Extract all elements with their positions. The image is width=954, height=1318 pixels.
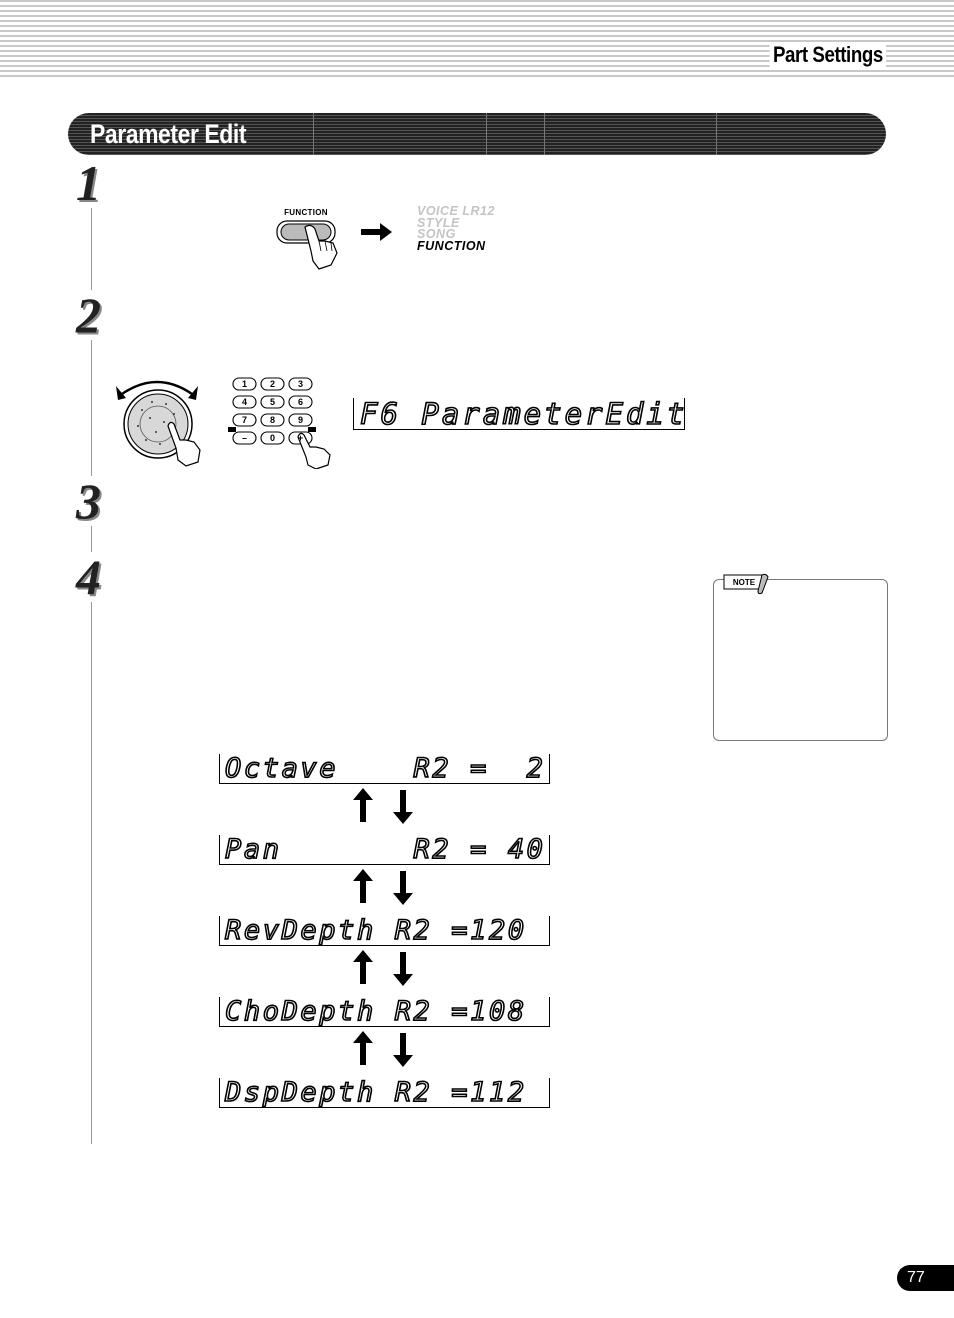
lcd-param-octave: Octave R2 = 2 — [219, 754, 550, 784]
section-title: Parameter Edit — [90, 119, 247, 149]
function-button-label: FUNCTION — [284, 208, 328, 217]
key-0[interactable]: 0 — [269, 433, 275, 443]
key-4[interactable]: 4 — [241, 397, 247, 407]
mode-indicator-list — [417, 206, 495, 252]
key-plus[interactable]: + — [297, 433, 304, 443]
key-8[interactable]: 8 — [269, 415, 275, 425]
chapter-title: Part Settings — [769, 42, 886, 68]
key-9[interactable]: 9 — [297, 415, 303, 425]
mode-voice: VOICE LR12 — [417, 204, 495, 218]
lcd-param-dspdepth: DspDepth R2 =112 — [219, 1078, 550, 1108]
step-number-2: 2 — [76, 287, 101, 343]
step-number-4: 4 — [76, 549, 101, 605]
header-stripes — [0, 0, 954, 80]
lcd-param-revdepth: RevDepth R2 =120 — [219, 916, 550, 946]
press-hand-icon — [275, 207, 345, 273]
mode-style: STYLE — [417, 215, 460, 230]
up-down-arrows — [352, 788, 422, 824]
step-number-3: 3 — [76, 473, 101, 529]
mode-song: SONG — [417, 227, 456, 241]
note-box — [713, 579, 888, 741]
page-number: 77 — [897, 1265, 954, 1291]
mode-function: FUNCTION — [417, 238, 486, 253]
key-6[interactable]: 6 — [297, 397, 303, 407]
step-number-1: 1 — [76, 155, 101, 211]
key-minus[interactable]: – — [241, 433, 247, 443]
data-dial-icon[interactable] — [112, 372, 202, 467]
key-2[interactable]: 2 — [269, 379, 275, 389]
note-tag-label: NOTE — [732, 578, 756, 587]
key-7[interactable]: 7 — [241, 415, 247, 425]
lcd-param-chodepth: ChoDepth R2 =108 — [219, 997, 550, 1027]
up-down-arrows — [352, 869, 422, 905]
key-1[interactable]: 1 — [241, 379, 247, 389]
lcd-function-display: F6 ParameterEdit — [353, 398, 685, 430]
up-down-arrows — [352, 950, 422, 986]
section-banner — [68, 113, 886, 155]
arrow-right-icon — [360, 222, 394, 242]
key-3[interactable]: 3 — [297, 379, 303, 389]
lcd-param-pan: Pan R2 = 40 — [219, 835, 550, 865]
up-down-arrows — [352, 1031, 422, 1067]
numeric-keypad — [228, 377, 338, 469]
key-5[interactable]: 5 — [269, 397, 275, 407]
